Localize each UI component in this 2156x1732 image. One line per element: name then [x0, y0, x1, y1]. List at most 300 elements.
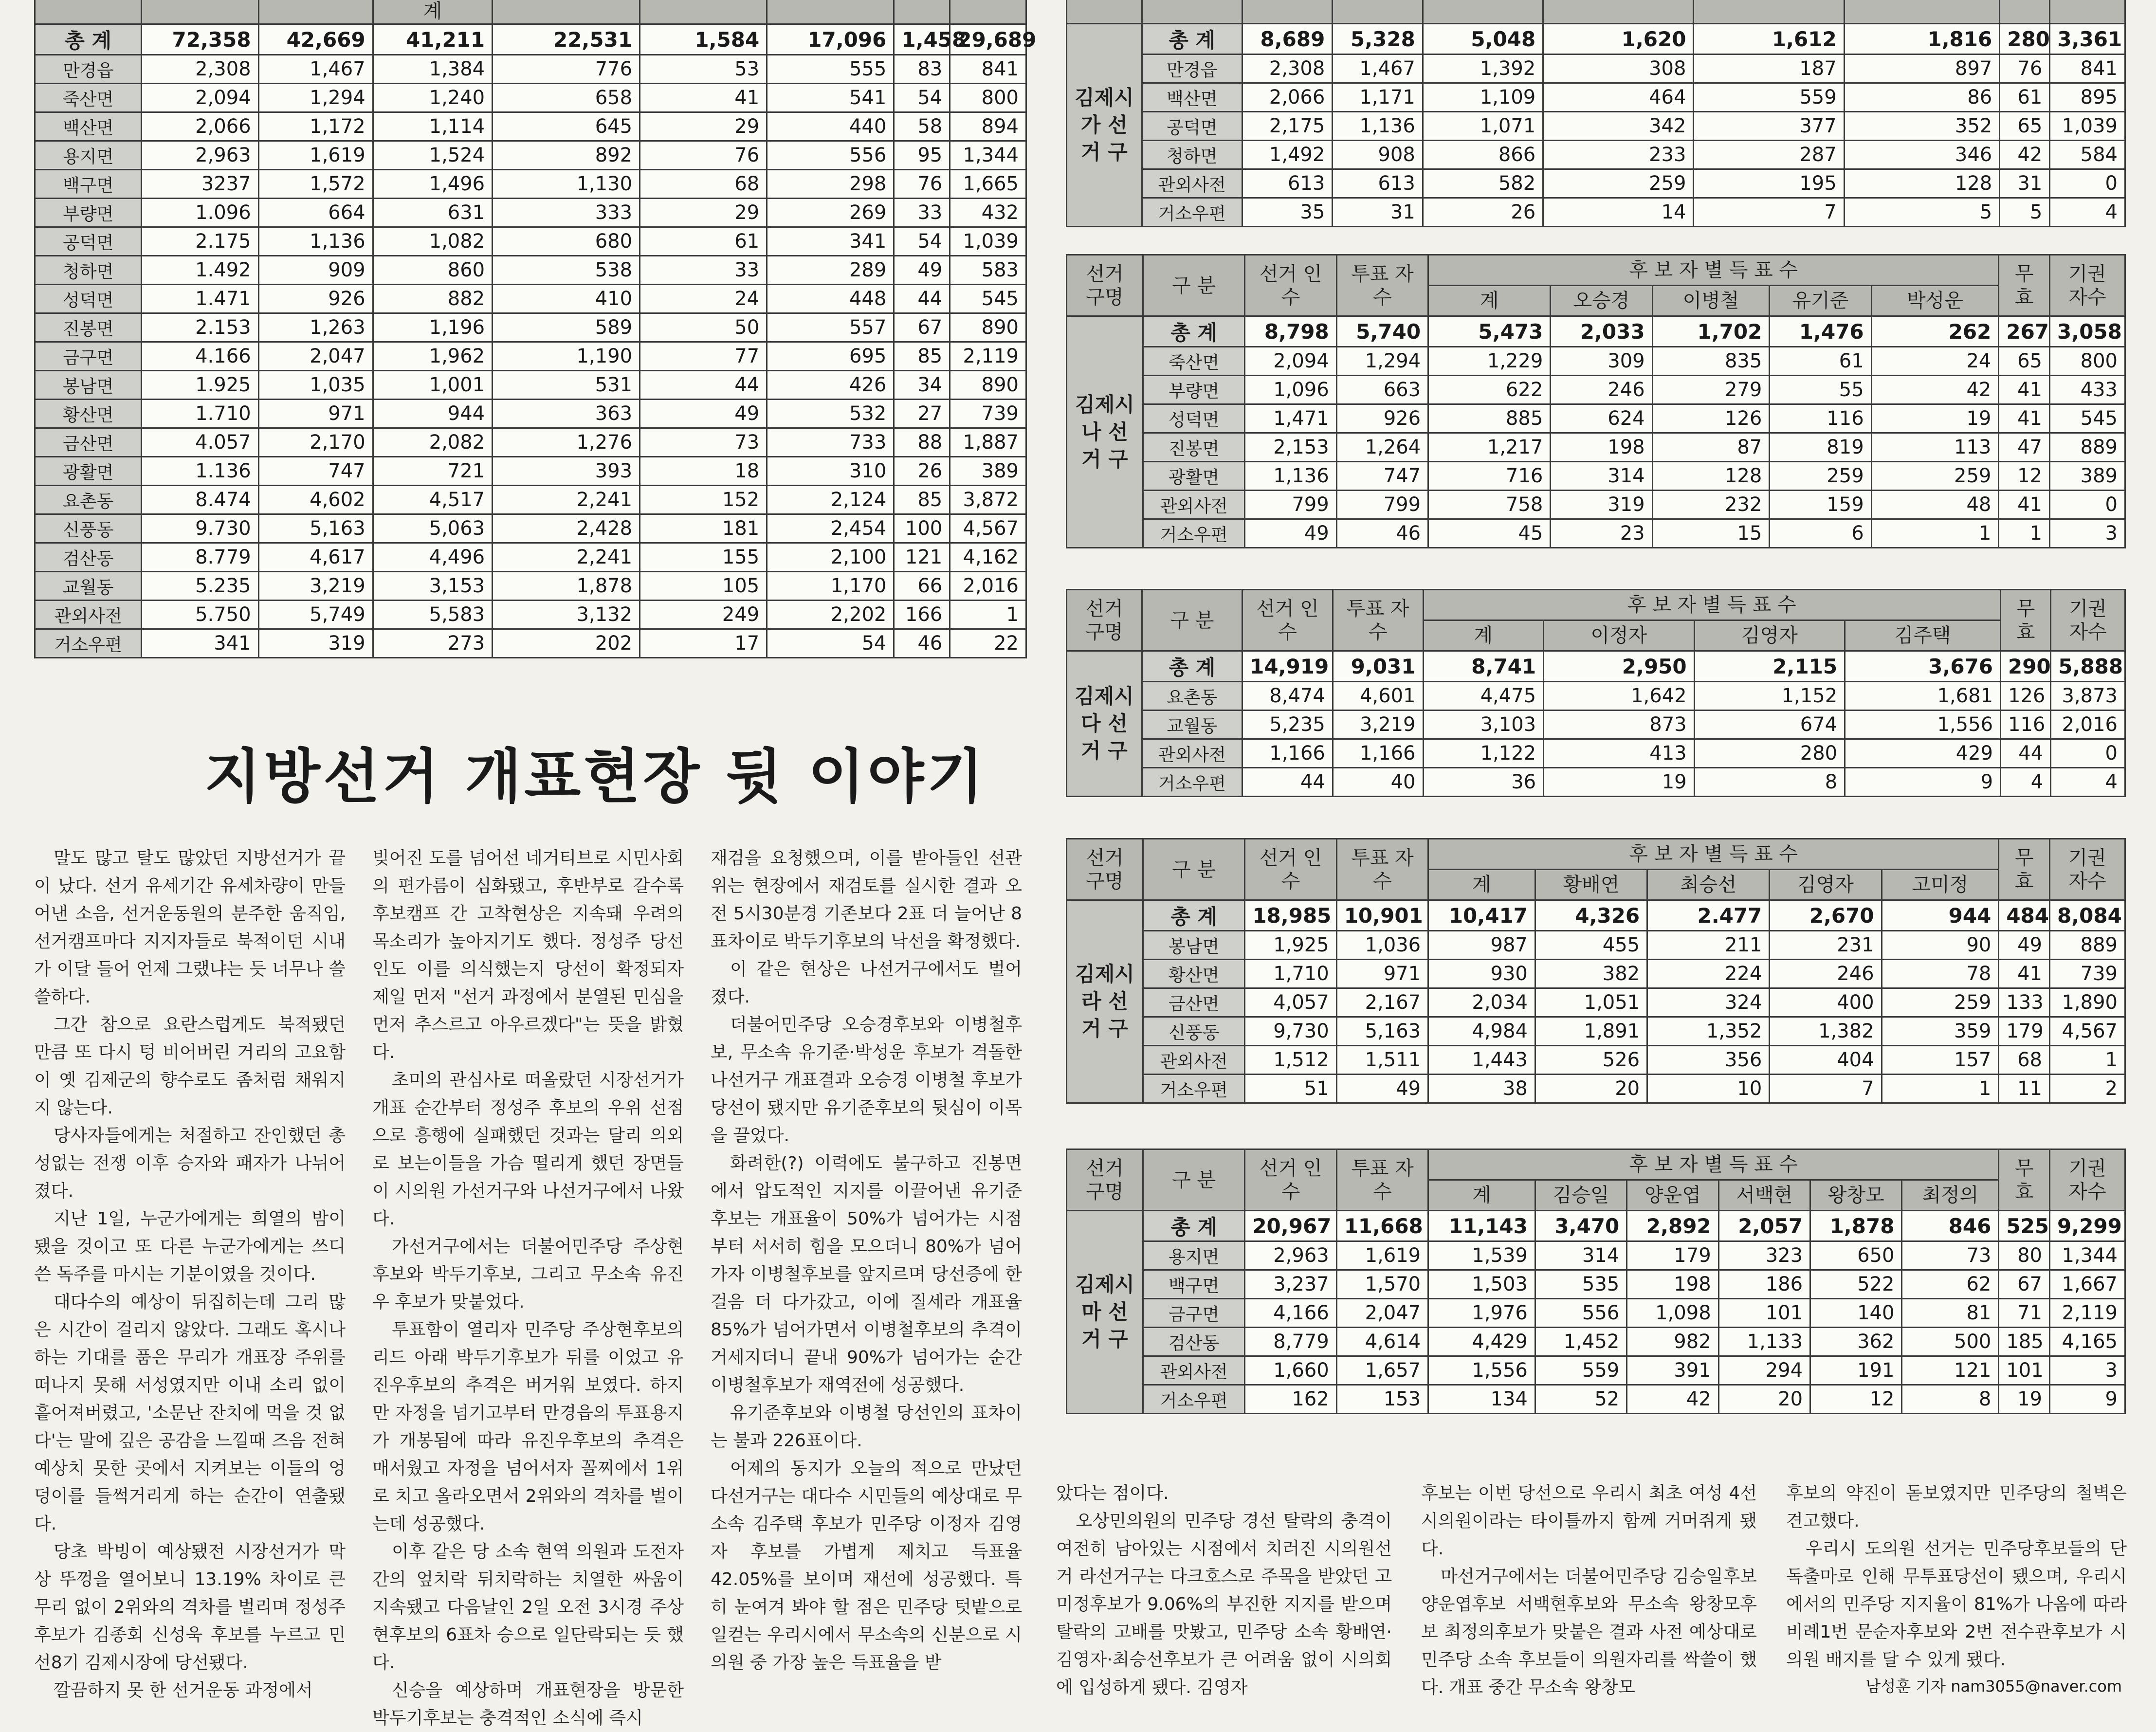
- table-cell: 186: [1718, 1270, 1810, 1299]
- table-cell: 464: [1543, 83, 1694, 112]
- table-cell: 4,162: [950, 543, 1026, 572]
- header-votes-by-candidate: 후 보 자 별 득 표 수: [1428, 839, 1999, 870]
- table-cell: 1,071: [1423, 112, 1543, 141]
- table-cell: 1,096: [1245, 376, 1336, 404]
- header-candidate: 김주택: [1845, 620, 2001, 651]
- table-cell: 31: [1333, 198, 1423, 227]
- district-label: 김제시 가 선 거 구: [1067, 24, 1142, 227]
- table-row: [35, 141, 1026, 170]
- table-row: [1067, 433, 2125, 462]
- paragraph: 말도 많고 탈도 많았던 지방선거가 끝이 났다. 선거 유세기간 유세차량이 만들어낸 소음, 선거운동원의 분주한 움직임, 선거캠프마다 지지자들로 북적이던 시내가 이달 들어 언제 그랬냐는 듯 너무나 쓸쓸하다.: [34, 848, 346, 1007]
- table-cell: 582: [1423, 169, 1543, 198]
- table-cell: 24: [640, 285, 767, 313]
- table-cell: 1,878: [493, 572, 640, 601]
- header-candidate: 김영자: [1694, 620, 1845, 651]
- table-cell: 5,888: [2051, 651, 2125, 682]
- table-cell: 5,163: [1336, 1017, 1428, 1046]
- district-label: 김제시 다 선 거 구: [1067, 651, 1142, 797]
- table-cell: 0: [2051, 739, 2125, 768]
- table-cell: 389: [2050, 462, 2125, 491]
- table-row: [35, 514, 1026, 543]
- table-cell: 455: [1535, 931, 1647, 960]
- table-cell: 8: [1902, 1385, 1999, 1414]
- table-cell: 41: [640, 84, 767, 112]
- table-cell: 12: [1999, 462, 2050, 491]
- row-label: 총 계: [1142, 651, 1242, 682]
- table-cell: 31: [2000, 169, 2050, 198]
- table-cell: 49: [894, 256, 950, 285]
- table-cell: 758: [1428, 491, 1551, 519]
- header-total: 계: [1428, 870, 1535, 900]
- table-cell: 1,458: [894, 24, 950, 55]
- table-cell: 310: [767, 457, 894, 486]
- table-cell: 4,166: [1245, 1299, 1336, 1328]
- table-cell: 2,100: [767, 543, 894, 572]
- paragraph: 유기준후보와 이병철 당선인의 표차이는 불과 226표이다.: [711, 1403, 1022, 1451]
- table-cell: 20: [1718, 1385, 1810, 1414]
- table-cell: 166: [894, 601, 950, 629]
- table-row: [1067, 376, 2125, 404]
- table-row: [35, 84, 1026, 112]
- row-label: 거소우편: [1143, 1075, 1244, 1103]
- table-header-row: [35, 0, 1026, 24]
- table-row: [35, 601, 1026, 629]
- table-cell: 1,976: [1428, 1299, 1535, 1328]
- byline: 남성훈 기자 nam3055@naver.com: [1865, 1677, 2122, 1696]
- table-cell: 259: [1882, 988, 1999, 1017]
- table-cell: 294: [1718, 1356, 1810, 1385]
- article-headline: 지방선거 개표현장 뒷 이야기: [204, 742, 987, 811]
- table-cell: 535: [1535, 1270, 1626, 1299]
- table-cell: 747: [1336, 462, 1428, 491]
- table-cell: 159: [1770, 491, 1871, 519]
- header-district: 선거 구명: [1067, 590, 1142, 651]
- table-row: [1067, 900, 2125, 931]
- header-electors: 선거 인수: [1245, 1149, 1336, 1211]
- table-cell: 38: [1428, 1075, 1535, 1103]
- table-cell: 61: [2000, 83, 2050, 112]
- table-cell: 76: [2000, 55, 2050, 83]
- table-cell: 12: [1810, 1385, 1902, 1414]
- table-cell: 393: [493, 457, 640, 486]
- table-cell: 1: [1882, 1075, 1999, 1103]
- row-label: 황산면: [1143, 960, 1244, 988]
- table-cell: 280: [1694, 739, 1845, 768]
- table-cell: 971: [1336, 960, 1428, 988]
- row-label: 진봉면: [1143, 433, 1244, 462]
- row-label: 황산면: [35, 400, 142, 428]
- table-cell: 589: [493, 313, 640, 342]
- table-cell: 73: [640, 428, 767, 457]
- table-cell: 9: [1845, 768, 2001, 797]
- row-label: 죽산면: [35, 84, 142, 112]
- table-cell: 1,264: [1336, 433, 1428, 462]
- table-cell: 202: [493, 629, 640, 658]
- table-row: [1067, 988, 2125, 1017]
- header-district: 선거 구명: [1067, 1149, 1143, 1211]
- header-abstain: 기권 자수: [2050, 839, 2125, 900]
- paragraph: 당초 박빙이 예상됐전 시장선거가 막상 뚜껑을 열어보니 13.19% 차이로 큰 무리 없이 2위와의 격차를 벌리며 정성주 후보가 김종회 신성욱 후보를 누르고 민선8기 김제시장에 당선됐다.: [34, 1542, 346, 1673]
- table-cell: 9,730: [1245, 1017, 1336, 1046]
- table-cell: 134: [1428, 1385, 1535, 1414]
- table-cell: 319: [1551, 491, 1652, 519]
- paragraph: 후보의 약진이 돋보였지만 민주당의 철벽은 견고했다.: [1786, 1483, 2127, 1531]
- table-cell: 9: [2050, 1385, 2125, 1414]
- row-label: 봉남면: [35, 371, 142, 400]
- table-cell: 52: [1535, 1385, 1626, 1414]
- table-cell: 1,443: [1428, 1046, 1535, 1075]
- row-label: 금산면: [1143, 988, 1244, 1017]
- table-cell: 1,196: [373, 313, 492, 342]
- table-row: [1067, 169, 2125, 198]
- table-cell: 273: [373, 629, 492, 658]
- table-cell: 58: [894, 112, 950, 141]
- district-label: 김제시 나 선 거 구: [1067, 316, 1143, 548]
- row-label: 금산면: [35, 428, 142, 457]
- table-cell: 8,474: [1242, 682, 1333, 711]
- table-cell: 2,167: [1336, 988, 1428, 1017]
- table-cell: 890: [950, 371, 1026, 400]
- table-cell: 1,240: [373, 84, 492, 112]
- table-cell: 5,473: [1428, 316, 1551, 347]
- table-cell: 1,039: [950, 227, 1026, 256]
- header-voters: 투표 자수: [1336, 839, 1428, 900]
- table-cell: 18,985: [1245, 900, 1336, 931]
- ma-district-table: [1066, 1149, 2126, 1414]
- table-cell: 776: [493, 55, 640, 84]
- table-cell: 341: [767, 227, 894, 256]
- table-cell: 944: [1882, 900, 1999, 931]
- table-cell: 18: [640, 457, 767, 486]
- table-cell: 2,066: [142, 112, 258, 141]
- table-cell: 41: [1999, 404, 2050, 433]
- table-cell: 26: [1423, 198, 1543, 227]
- row-label: 청하면: [35, 256, 142, 285]
- row-label: 공덕면: [1142, 112, 1242, 141]
- table-cell: 324: [1647, 988, 1770, 1017]
- table-cell: 377: [1694, 112, 1844, 141]
- table-cell: 3,676: [1845, 651, 2001, 682]
- table-cell: 926: [258, 285, 373, 313]
- table-cell: 78: [1882, 960, 1999, 988]
- table-cell: 5.235: [142, 572, 258, 601]
- row-label: 백구면: [35, 170, 142, 199]
- row-label: 관외사전: [1143, 1046, 1244, 1075]
- table-cell: 1,556: [1428, 1356, 1535, 1385]
- table-cell: 1,584: [640, 24, 767, 55]
- table-cell: 105: [640, 572, 767, 601]
- table-cell: 1,572: [258, 170, 373, 199]
- table-cell: 363: [493, 400, 640, 428]
- table-cell: 42: [2000, 141, 2050, 169]
- table-cell: 391: [1627, 1356, 1718, 1385]
- table-cell: 1,452: [1535, 1328, 1626, 1356]
- table-row: [35, 400, 1026, 428]
- table-cell: 72,358: [142, 24, 258, 55]
- table-cell: 545: [2050, 404, 2125, 433]
- table-cell: 76: [894, 170, 950, 199]
- header-candidate: 김승일: [1535, 1180, 1626, 1211]
- article-column-6: [1786, 1479, 2127, 1674]
- table-cell: 95: [894, 141, 950, 170]
- table-cell: 1,136: [1245, 462, 1336, 491]
- table-cell: 14: [1543, 198, 1694, 227]
- table-cell: 2,115: [1694, 651, 1845, 682]
- table-cell: 49: [1336, 1075, 1428, 1103]
- table-cell: 49: [640, 400, 767, 428]
- table-cell: 4: [2001, 768, 2051, 797]
- table-cell: 894: [950, 112, 1026, 141]
- table-cell: 341: [142, 629, 258, 658]
- table-cell: 1,229: [1428, 347, 1551, 376]
- table-cell: 2,066: [1242, 83, 1333, 112]
- table-cell: 2.175: [142, 227, 258, 256]
- table-cell: 290: [2001, 651, 2051, 682]
- table-row: [1067, 198, 2125, 227]
- table-cell: 4,475: [1423, 682, 1544, 711]
- table-cell: 279: [1652, 376, 1770, 404]
- table-cell: 382: [1535, 960, 1647, 988]
- table-cell: 1,098: [1627, 1299, 1718, 1328]
- table-cell: 500: [1902, 1328, 1999, 1356]
- paragraph: 오상민의원의 민주당 경선 탈락의 충격이 여전히 남아있는 시점에서 치러진 시의원선거 라선거구는 다크호스로 주목을 받았던 고미정후보가 9.06%의 부진한 지지를 받으며 탈락의 고배를 맛봤고, 민주당 소속 황배연·김영자·최승선후보가 큰 어려움 없이 시의회에 입성하게 됐다. 김영자: [1056, 1511, 1392, 1697]
- table-cell: 88: [894, 428, 950, 457]
- row-label: 용지면: [1143, 1241, 1244, 1270]
- table-cell: 1,962: [373, 342, 492, 371]
- table-cell: 2,057: [1718, 1211, 1810, 1241]
- table-cell: 126: [1652, 404, 1770, 433]
- table-cell: 11: [1999, 1075, 2050, 1103]
- table-cell: 1,619: [1336, 1241, 1428, 1270]
- table-cell: 5,749: [258, 601, 373, 629]
- table-cell: 298: [767, 170, 894, 199]
- table-cell: 1,035: [258, 371, 373, 400]
- table-cell: 2,892: [1627, 1211, 1718, 1241]
- table-cell: 583: [950, 256, 1026, 285]
- table-row: [1067, 960, 2125, 988]
- row-label: 공덕면: [35, 227, 142, 256]
- table-cell: 2,241: [493, 543, 640, 572]
- header-electors: 선거 인수: [1242, 590, 1333, 651]
- table-cell: 866: [1423, 141, 1543, 169]
- table-cell: 680: [493, 227, 640, 256]
- table-cell: 359: [1882, 1017, 1999, 1046]
- table-cell: 2,428: [493, 514, 640, 543]
- table-cell: 121: [1902, 1356, 1999, 1385]
- table-cell: 674: [1694, 711, 1845, 739]
- table-row: [35, 313, 1026, 342]
- row-label: 검산동: [1143, 1328, 1244, 1356]
- table-row: [1067, 1385, 2125, 1414]
- ga-district-table: [1066, 0, 2126, 227]
- row-label: 요촌동: [1142, 682, 1242, 711]
- table-cell: 2,034: [1428, 988, 1535, 1017]
- table-cell: 101: [1718, 1299, 1810, 1328]
- row-label: 백구면: [1143, 1270, 1244, 1299]
- table-cell: 3,058: [2050, 316, 2125, 347]
- table-cell: 4,429: [1428, 1328, 1535, 1356]
- table-row: [1067, 739, 2125, 768]
- table-cell: 1,925: [1245, 931, 1336, 960]
- table-cell: 2,454: [767, 514, 894, 543]
- table-cell: 930: [1428, 960, 1535, 988]
- table-row: [1067, 1075, 2125, 1103]
- table-cell: 525: [1999, 1211, 2050, 1241]
- table-cell: 559: [1694, 83, 1844, 112]
- ra-district-table: [1066, 838, 2126, 1104]
- table-row: [1067, 768, 2125, 797]
- table-cell: 799: [1336, 491, 1428, 519]
- table-cell: 1,511: [1336, 1046, 1428, 1075]
- table-cell: 1,344: [950, 141, 1026, 170]
- table-row: [1067, 1211, 2125, 1241]
- table-cell: 198: [1551, 433, 1652, 462]
- table-cell: 432: [950, 199, 1026, 227]
- table-cell: 1,166: [1242, 739, 1333, 768]
- table-cell: 1,496: [373, 170, 492, 199]
- paragraph: 재검을 요청했으며, 이를 받아들인 선관위는 현장에서 재검토를 실시한 결과 오전 5시30분경 기존보다 2표 더 늘어난 8표차이로 박두기후보의 낙선을 확정했다.: [711, 848, 1022, 951]
- table-cell: 20,967: [1245, 1211, 1336, 1241]
- header-invalid: 무효: [1999, 1149, 2050, 1211]
- table-cell: 3,153: [373, 572, 492, 601]
- table-row: [1067, 711, 2125, 739]
- table-cell: 19: [1871, 404, 1999, 433]
- table-cell: 8,779: [1245, 1328, 1336, 1356]
- table-cell: 20: [1535, 1075, 1647, 1103]
- paragraph: 깔끔하지 못 한 선거운동 과정에서: [54, 1680, 313, 1700]
- table-cell: 46: [1336, 519, 1428, 548]
- header-abstain: 기권 자수: [2050, 255, 2125, 316]
- header-total: 계: [1428, 286, 1551, 316]
- table-cell: 5,328: [1333, 24, 1423, 55]
- table-cell: 4,165: [2050, 1328, 2125, 1356]
- table-row: [1067, 316, 2125, 347]
- table-cell: 36: [1423, 768, 1544, 797]
- paragraph: 았다는 점이다.: [1056, 1483, 1169, 1503]
- table-cell: 269: [767, 199, 894, 227]
- table-cell: 4,617: [258, 543, 373, 572]
- table-cell: 42,669: [258, 24, 373, 55]
- table-cell: 308: [1543, 55, 1694, 83]
- table-cell: 1,539: [1428, 1241, 1535, 1270]
- table-cell: 1.925: [142, 371, 258, 400]
- paragraph: 가선거구에서는 더불어민주당 주상현후보와 박두기후보, 그리고 무소속 유진우 후보가 맞붙었다.: [372, 1237, 684, 1312]
- table-cell: 1.710: [142, 400, 258, 428]
- table-cell: 314: [1535, 1241, 1626, 1270]
- table-cell: 121: [894, 543, 950, 572]
- row-label: 봉남면: [1143, 931, 1244, 960]
- header-candidate: 이병철: [1652, 286, 1770, 316]
- table-cell: 613: [1333, 169, 1423, 198]
- table-cell: 721: [373, 457, 492, 486]
- table-cell: 4.057: [142, 428, 258, 457]
- table-cell: 835: [1652, 347, 1770, 376]
- row-label: 총 계: [35, 24, 142, 55]
- header-candidate: 고미정: [1882, 870, 1999, 900]
- table-cell: 65: [1999, 347, 2050, 376]
- table-cell: 4,057: [1245, 988, 1336, 1017]
- table-cell: 1,001: [373, 371, 492, 400]
- table-cell: 71: [1999, 1299, 2050, 1328]
- table-cell: 860: [373, 256, 492, 285]
- header-candidate: 서백현: [1718, 1180, 1810, 1211]
- header-electors: 선거 인수: [1245, 839, 1336, 900]
- header-voters: 투표 자수: [1333, 590, 1423, 651]
- table-cell: 1,887: [950, 428, 1026, 457]
- table-row: [1067, 651, 2125, 682]
- table-cell: 1,467: [1333, 55, 1423, 83]
- header-invalid: 무효: [1999, 839, 2050, 900]
- table-cell: 4,601: [1333, 682, 1423, 711]
- row-label: 금구면: [1143, 1299, 1244, 1328]
- row-label: 거소우편: [1143, 519, 1244, 548]
- table-cell: 42: [1871, 376, 1999, 404]
- row-label: 부량면: [35, 199, 142, 227]
- row-label: 금구면: [35, 342, 142, 371]
- table-cell: 81: [1902, 1299, 1999, 1328]
- table-cell: 29: [640, 112, 767, 141]
- paragraph: 당사자들에게는 처절하고 잔인했던 총성없는 전쟁 이후 승자와 패자가 나뉘어 졌다.: [34, 1126, 346, 1201]
- table-cell: 314: [1551, 462, 1652, 491]
- table-cell: 926: [1336, 404, 1428, 433]
- table-cell: 53: [640, 55, 767, 84]
- paragraph: 초미의 관심사로 떠올랐던 시장선거가 개표 순간부터 정성주 후보의 우위 선점으로 흥행에 실패했던 것과는 달리 의외로 보는이들을 가슴 떨리게 했던 장면들이 시의원 가선거구와 나선거구에서 나왔다.: [372, 1070, 684, 1229]
- table-cell: 8,741: [1423, 651, 1544, 682]
- table-cell: 246: [1770, 960, 1882, 988]
- table-cell: 9,031: [1333, 651, 1423, 682]
- table-cell: 3,237: [1245, 1270, 1336, 1299]
- table-cell: 800: [950, 84, 1026, 112]
- table-cell: 3,361: [2050, 24, 2125, 55]
- table-cell: 1,681: [1845, 682, 2001, 711]
- table-cell: 9,299: [2050, 1211, 2125, 1241]
- table-cell: 8.779: [142, 543, 258, 572]
- table-row: [35, 428, 1026, 457]
- table-row: [1067, 462, 2125, 491]
- mayor-results-table: [34, 0, 1037, 658]
- table-row: [35, 24, 1026, 55]
- row-label: 거소우편: [1142, 198, 1242, 227]
- table-cell: 410: [493, 285, 640, 313]
- table-cell: 2,202: [767, 601, 894, 629]
- table-cell: 413: [1544, 739, 1695, 768]
- table-cell: 695: [767, 342, 894, 371]
- table-cell: 259: [1543, 169, 1694, 198]
- table-cell: 429: [1845, 739, 2001, 768]
- table-cell: 267: [1999, 316, 2050, 347]
- table-cell: 1,170: [767, 572, 894, 601]
- table-cell: 85: [894, 486, 950, 514]
- table-cell: 1,665: [950, 170, 1026, 199]
- table-cell: 0: [2050, 491, 2125, 519]
- table-cell: 323: [1718, 1241, 1810, 1270]
- row-label: 백산면: [35, 112, 142, 141]
- row-label: 성덕면: [35, 285, 142, 313]
- paragraph: 어제의 동지가 오늘의 적으로 만났던 다선거구는 대다수 시민들의 예상대로 무소속 김주택 후보가 민주당 이정자 김영자 후보를 가볍게 제치고 득표율 42.05%를 보이며 재선에 성공했다. 특히 눈여겨 봐야 할 점은 민주당 텃밭으로 일컫는 우리시에서 무소속의 신분으로 시의원 중 가장 높은 득표율을 받: [711, 1459, 1022, 1673]
- table-cell: 34: [894, 371, 950, 400]
- table-cell: 1,667: [2050, 1270, 2125, 1299]
- table-row: [1067, 1270, 2125, 1299]
- table-cell: 7: [1770, 1075, 1882, 1103]
- table-cell: 799: [1245, 491, 1336, 519]
- table-cell: 179: [1999, 1017, 2050, 1046]
- table-cell: 2,950: [1544, 651, 1695, 682]
- table-row: [1067, 141, 2125, 169]
- header-voters: 투표 자수: [1336, 1149, 1428, 1211]
- table-cell: 658: [493, 84, 640, 112]
- table-cell: 2,963: [1245, 1241, 1336, 1270]
- table-cell: 2.153: [142, 313, 258, 342]
